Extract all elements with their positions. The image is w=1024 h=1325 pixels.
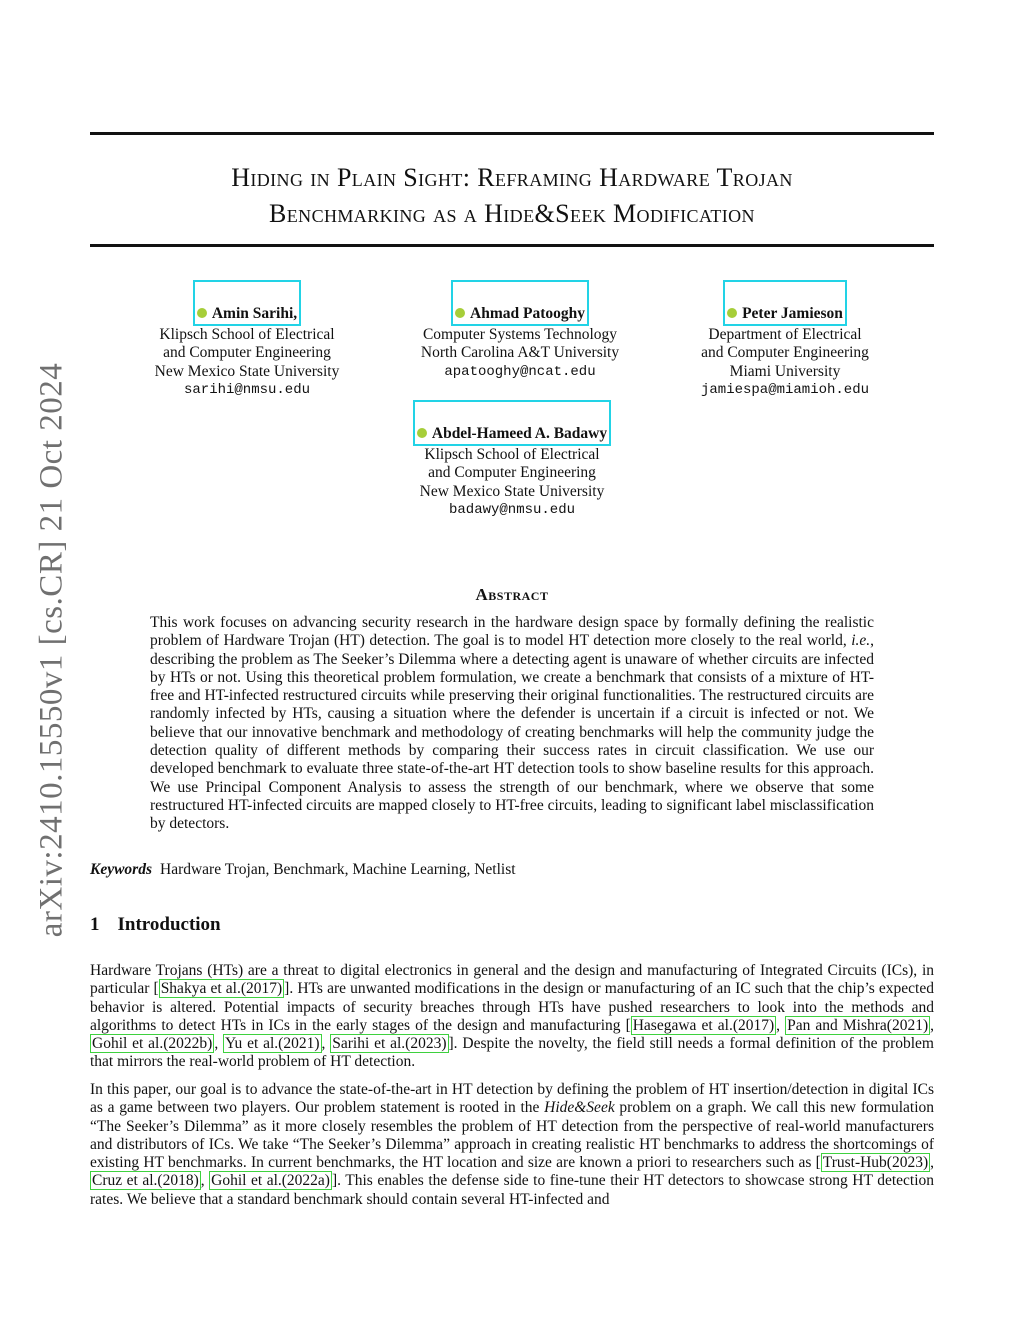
- author-affiliation: and Computer Engineering: [428, 464, 596, 481]
- author-name-link[interactable]: [451, 280, 589, 326]
- author-name: Abdel-Hameed A. Badawy: [431, 425, 608, 442]
- author-name-link[interactable]: [723, 280, 847, 326]
- text-run: problem on a graph. We call this new formulation “The Seeker’s Dilemma” as it more closely resembles the problem of HT detection from the perspective of real-world manufacturers and distributors of ICs. We take “The Seeker’s Dilemma” approach in creating realistic HT benchmarks to address the shortcomings of existing HT benchmarks. In current benchmarks, the HT location and size are known a priori to researchers such as [: [90, 1099, 934, 1172]
- citation-link[interactable]: Yu et al.(2021): [225, 1035, 320, 1053]
- citation-link[interactable]: Shakya et al.(2017): [160, 980, 283, 998]
- author-email: apatooghy@ncat.edu: [444, 363, 596, 380]
- text-run: ]. HTs are unwanted modifications in the design or manufacturing of an IC such that the chip’s expected behavior is altered. Potential impacts of security breaches through HTs have pushed researchers to look into the methods and algorithms to detect HTs in ICs in the early stages of the design and manufacturing [: [90, 980, 934, 1034]
- citation-link[interactable]: Hasegawa et al.(2017): [632, 1016, 775, 1034]
- abstract-text: [150, 614, 874, 834]
- top-rule: [90, 132, 934, 135]
- abstract-ie: i.e.: [851, 632, 871, 650]
- intro-paragraph-2: [90, 1081, 934, 1209]
- author-affiliation: Miami University: [729, 362, 841, 380]
- citation-link[interactable]: Gohil et al.(2022b): [92, 1035, 213, 1053]
- author-affiliation: New Mexico State University: [154, 362, 340, 380]
- citation-link[interactable]: Sarihi et al.(2023): [332, 1035, 447, 1053]
- author-block: [400, 280, 640, 381]
- text-run: ]. This enables the defense side to fine-tune their HT detectors to showcase strong HT detection rates. We believe that a standard benchmark should contain several HT-infected and: [90, 1172, 934, 1208]
- author-affiliation: Department of Electrical: [708, 325, 862, 343]
- author-affiliation: New Mexico State University: [419, 482, 605, 500]
- abstract-part: , describing the problem as The Seeker’s Dilemma where a detecting agent is unaware of whether circuits are infected by HTs or not. Using this theoretical problem formulation, we create a benchmark that consists of a mixture of HT-free and HT-infected restructured circuits while preserving their original functionalities. The restructured circuits are randomly infected by HTs, causing a situation where the defender is uncertain if a circuit is infected or not. We believe that our innovative benchmark and methodology of creating benchmarks will help the community judge the detection quality of different methods by comparing their success rates in circuit classification. We use our developed benchmark to evaluate three state-of-the-art HT detection tools to show baseline results for this approach. We use Principal Component Analysis to assess the strength of our benchmark, where we observe that some restructured HT-infected circuits are mapped closely to HT-free circuits, leading to significant label misclassification by detectors.: [150, 632, 874, 833]
- abstract-part: This work focuses on advancing security research in the hardware design space by formally defining the realistic problem of Hardware Trojan (HT) detection. The goal is to model HT detection more closely to the real world,: [150, 614, 874, 650]
- arxiv-stamp: arXiv:2410.15550v1 [cs.CR] 21 Oct 2024: [33, 362, 70, 938]
- author-affiliation: North Carolina A&T University: [420, 344, 620, 361]
- author-affiliation: Klipsch School of Electrical: [424, 445, 600, 463]
- author-email: badawy@nmsu.edu: [448, 502, 576, 518]
- abstract-heading: Abstract: [475, 585, 549, 604]
- section-heading: [90, 914, 221, 936]
- author-name: Ahmad Patooghy: [470, 305, 585, 322]
- citation-link[interactable]: Gohil et al.(2022a): [211, 1172, 330, 1190]
- keywords-label: Keywords: [90, 861, 152, 878]
- orcid-icon[interactable]: [197, 308, 207, 318]
- citation-link[interactable]: Pan and Mishra(2021): [787, 1016, 929, 1034]
- author-name: Amin Sarihi,: [211, 305, 298, 322]
- author-affiliation: Klipsch School of Electrical: [159, 325, 335, 343]
- text-emphasis: Hide&Seek: [544, 1099, 615, 1117]
- author-name: Peter Jamieson: [742, 305, 843, 322]
- citation-link[interactable]: Cruz et al.(2018): [92, 1172, 199, 1190]
- orcid-icon[interactable]: [417, 428, 427, 438]
- author-name-link[interactable]: [413, 400, 611, 446]
- bottom-rule: [90, 244, 934, 247]
- author-affiliation: and Computer Engineering: [701, 344, 869, 361]
- author-email: jamiespa@miamioh.edu: [700, 382, 870, 398]
- text-run: ]. Despite the novelty, the field still needs a formal definition of the problem that mirrors the real-world problem of HT detection.: [90, 1035, 934, 1071]
- author-affiliation: Computer Systems Technology: [422, 325, 618, 343]
- author-affiliation: and Computer Engineering: [163, 344, 331, 361]
- text-run: ,: [930, 1154, 934, 1172]
- section-number: 1: [90, 914, 100, 935]
- intro-paragraph-1: [90, 962, 934, 1072]
- text-run: In this paper, our goal is to advance the state-of-the-art in HT detection by defining the problem of HT insertion/detection in digital ICs as a game between two players. Our problem statement is rooted in the: [90, 1081, 934, 1117]
- text-run: ,: [200, 1172, 210, 1190]
- text-run: ,: [776, 1016, 786, 1034]
- text-run: ,: [214, 1035, 224, 1053]
- text-run: ,: [930, 1016, 934, 1034]
- author-block: [130, 280, 364, 400]
- paper-title: [90, 160, 934, 232]
- text-run: ,: [321, 1035, 331, 1053]
- author-name-link[interactable]: [193, 280, 301, 326]
- section-title: Introduction: [117, 914, 221, 935]
- orcid-icon[interactable]: [727, 308, 737, 318]
- keywords: [90, 861, 516, 879]
- orcid-icon[interactable]: [455, 308, 465, 318]
- keywords-text: Hardware Trojan, Benchmark, Machine Learning, Netlist: [160, 861, 516, 878]
- author-email: sarihi@nmsu.edu: [183, 382, 311, 398]
- author-block: [665, 280, 905, 400]
- text-run: Hardware Trojans (HTs) are a threat to digital electronics in general and the design and manufacturing of Integrated Circuits (ICs), in particular [: [90, 962, 934, 998]
- author-block: [382, 400, 642, 520]
- title-line-1: Hiding in Plain Sight: Reframing Hardware Trojan: [231, 163, 793, 192]
- citation-link[interactable]: Trust-Hub(2023): [822, 1154, 929, 1172]
- title-line-2: Benchmarking as a Hide&Seek Modification: [269, 199, 755, 228]
